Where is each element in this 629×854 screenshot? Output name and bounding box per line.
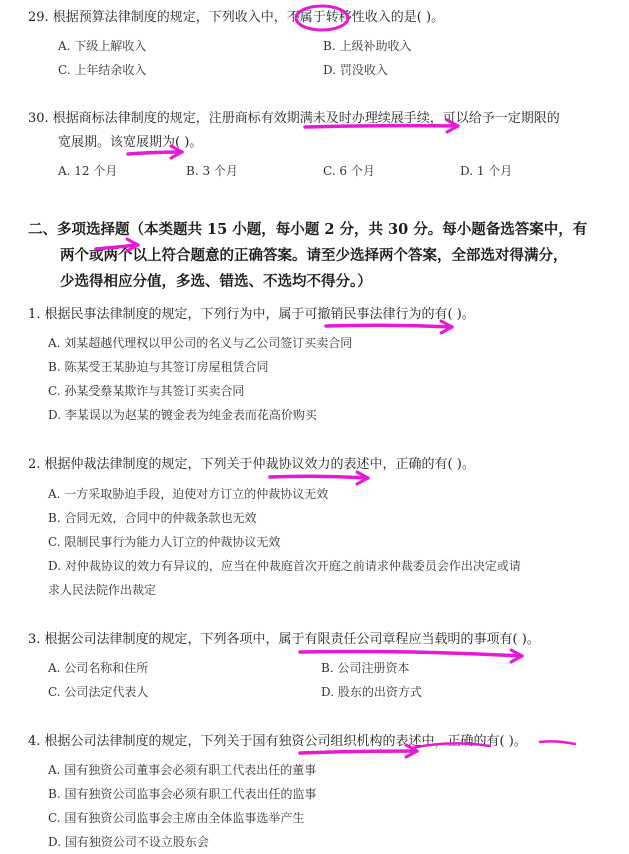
question-30-stem-line2: 宽展期。该宽展期为( )。	[58, 135, 203, 150]
section-heading-line3: 少选得相应分值，多选、错选、不选均不得分。）	[60, 273, 372, 290]
m2-option-d: D. 对仲裁协议的效力有异议的，应当在仲裁庭首次开庭之前请求仲裁委员会作出决定或请	[48, 559, 521, 573]
m3-option-b: B. 公司注册资本	[321, 661, 410, 675]
m1-option-b: B. 陈某受王某胁迫与其签订房屋租赁合同	[48, 360, 269, 374]
underline-arrow-m1-revocable	[326, 325, 452, 327]
multi-question-1-stem: 1. 根据民事法律制度的规定，下列行为中，属于可撤销民事法律行为的有( )。	[28, 307, 475, 322]
m2-option-c: C. 限制民事行为能力人订立的仲裁协议无效	[48, 535, 281, 549]
underline-arrow-m2-validity	[270, 476, 368, 478]
tick-mark-m4-answer	[540, 741, 575, 744]
m2-option-b: B. 合同无效，合同中的仲裁条款也无效	[48, 511, 257, 525]
multi-question-3-stem: 3. 根据公司法律制度的规定，下列各项中，属于有限责任公司章程应当载明的事项有( )。	[28, 632, 540, 647]
underline-arrow-m3-articles-head	[511, 650, 522, 662]
section-heading-line1: 二、多项选择题（本类题共 15 小题，每小题 2 分，共 30 分。每小题备选答案中，有	[28, 221, 588, 238]
m2-option-a: A. 一方采取胁迫手段，迫使对方订立的仲裁协议无效	[48, 487, 329, 501]
q29-option-c: C. 上年结余收入	[58, 63, 147, 77]
section-heading-line2: 两个或两个以上符合题意的正确答案。请至少选择两个答案，全部选对得满分，	[60, 247, 568, 264]
q29-option-d: D. 罚没收入	[323, 63, 388, 77]
q30-option-a: A. 12 个月	[58, 164, 118, 178]
m3-option-a: A. 公司名称和住所	[48, 661, 149, 675]
m3-option-c: C. 公司法定代表人	[48, 685, 149, 699]
m4-option-d: D. 国有独资公司不设立股东会	[48, 835, 209, 849]
m3-option-d: D. 股东的出资方式	[321, 685, 422, 699]
m4-option-c: C. 国有独资公司监事会主席由全体监事选举产生	[48, 811, 305, 825]
q30-option-b: B. 3 个月	[186, 164, 238, 178]
multi-question-2-stem: 2. 根据仲裁法律制度的规定，下列关于仲裁协议效力的表述中，正确的有( )。	[28, 457, 475, 472]
m1-option-c: C. 孙某受蔡某欺诈与其签订买卖合同	[48, 384, 245, 398]
q29-option-b: B. 上级补助收入	[323, 39, 412, 53]
question-29-stem: 29. 根据预算法律制度的规定，下列收入中，不属于转移性收入的是( )。	[28, 10, 445, 25]
m4-option-a: A. 国有独资公司董事会必须有职工代表出任的董事	[48, 763, 317, 777]
q29-option-a: A. 下级上解收入	[58, 39, 147, 53]
m1-option-d: D. 李某误以为赵某的镀金表为纯金表而花高价购买	[48, 408, 317, 422]
multi-question-4-stem: 4. 根据公司法律制度的规定，下列关于国有独资公司组织机构的表述中，正确的有( )。	[28, 734, 527, 749]
q30-option-d: D. 1 个月	[460, 164, 513, 178]
underline-arrow-m3-articles	[300, 652, 522, 657]
question-30-stem-line1: 30. 根据商标法律制度的规定，注册商标有效期满未及时办理续展手续，可以给予一定期限的	[28, 111, 560, 126]
m4-option-b: B. 国有独资公司监事会必须有职工代表出任的监事	[48, 787, 317, 801]
q30-option-c: C. 6 个月	[323, 164, 375, 178]
m1-option-a: A. 刘某超越代理权以甲公司的名义与乙公司签订买卖合同	[48, 336, 353, 350]
m2-option-d-continued: 求人民法院作出裁定	[48, 583, 157, 597]
